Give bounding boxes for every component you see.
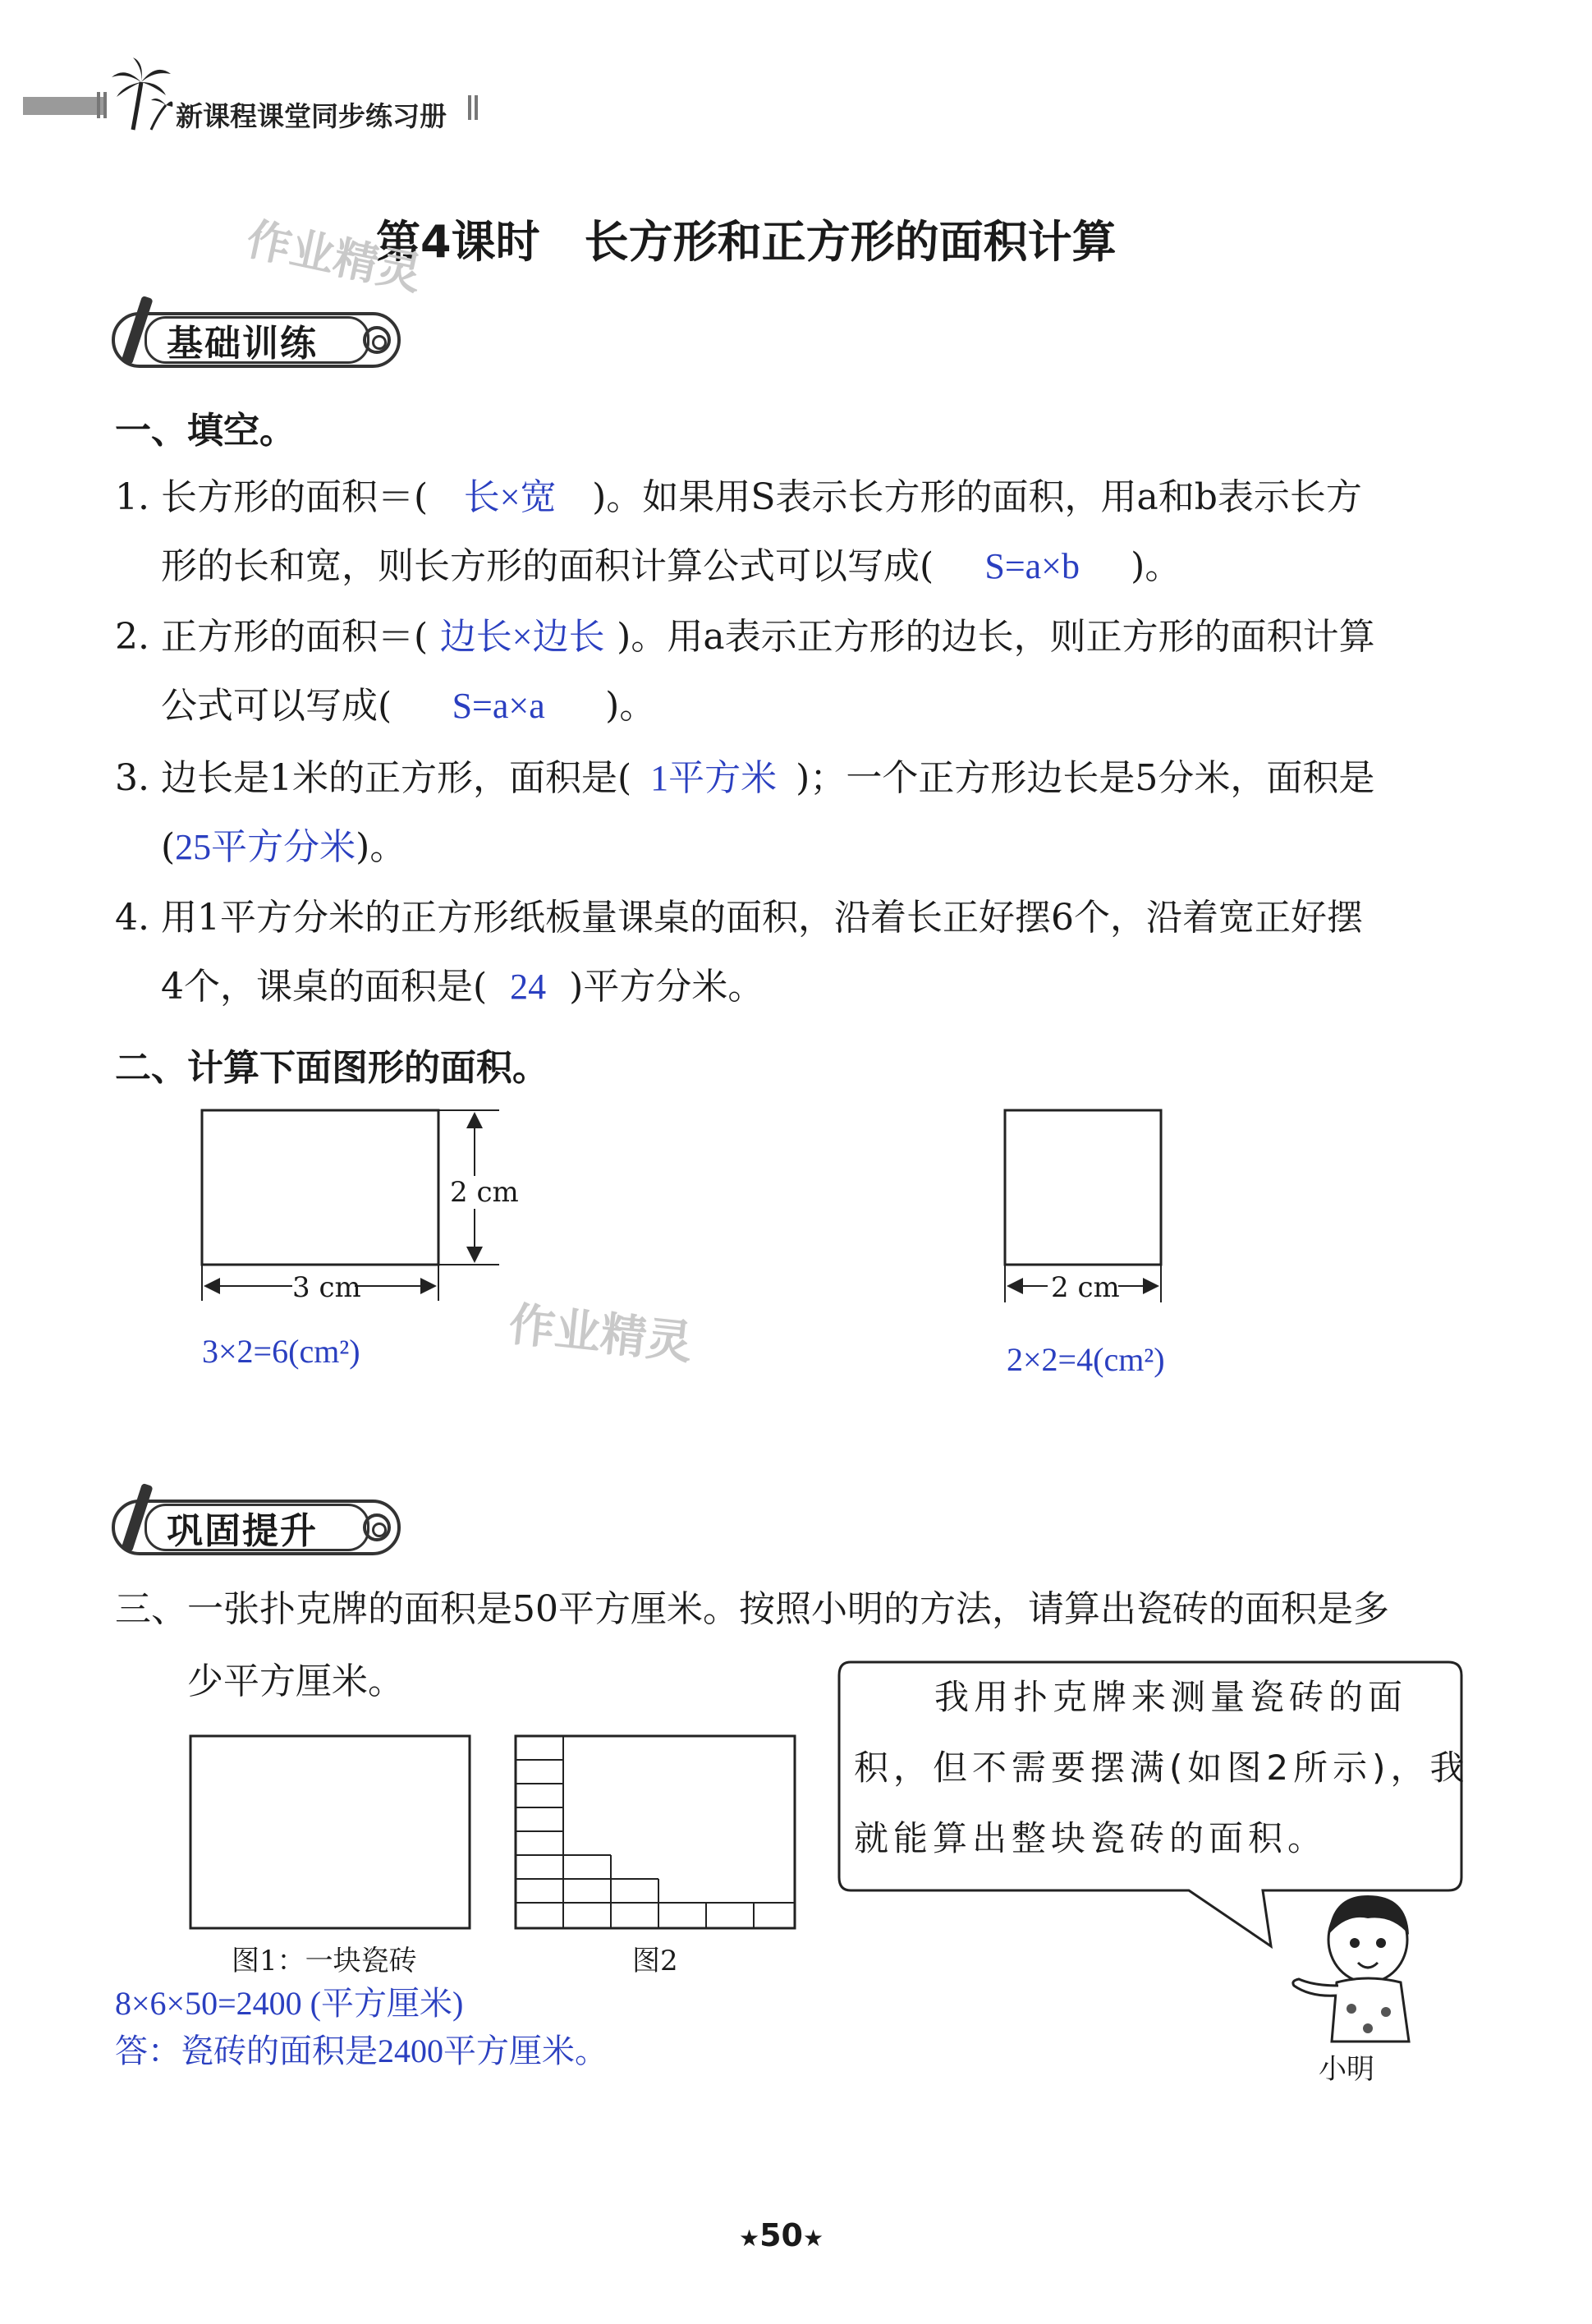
speech-line-1: 我用扑克牌来测量瓷砖的面	[934, 1677, 1408, 1717]
figure-1-tile	[187, 1733, 476, 1936]
q1-text: )。	[1131, 545, 1181, 587]
q2-text: )。用a表示正方形的边长，则正方形的面积计算	[617, 616, 1375, 658]
part3-line1: 三、一张扑克牌的面积是50平方厘米。按照小明的方法，请算出瓷砖的面积是多	[115, 1588, 1389, 1630]
part3-answer-calc: 8×6×50=2400 (平方厘米)	[115, 1985, 464, 2022]
section-badge-basic	[112, 312, 401, 368]
q4-text: )平方分米。	[569, 966, 764, 1008]
part3-line2: 少平方厘米。	[187, 1660, 404, 1702]
question-3	[115, 754, 149, 803]
star-icon: ★	[803, 2225, 824, 2252]
square-answer: 2×2=4(cm²)	[1007, 1341, 1165, 1378]
q3-line1	[161, 754, 1374, 803]
book-title: 新课程课堂同步练习册	[176, 100, 447, 132]
question-number: 4.	[115, 897, 149, 939]
star-icon: ★	[739, 2225, 760, 2252]
q3-text: (	[161, 826, 176, 868]
q2-line2	[161, 682, 655, 731]
character-name: 小明	[1319, 2053, 1374, 2086]
question-1	[115, 473, 149, 522]
header-divider	[468, 95, 471, 120]
section-badge-consolidate	[112, 1500, 401, 1555]
figure-2-tile	[512, 1733, 801, 1936]
answer: 24	[510, 967, 547, 1007]
watermark: 作业精灵	[241, 213, 427, 301]
part2-heading: 二、计算下面图形的面积。	[115, 1047, 548, 1089]
ring-icon	[363, 1513, 391, 1541]
part3-answer-text: 答：瓷砖的面积是2400平方厘米。	[115, 2032, 608, 2069]
figure-1-caption: 图1：一块瓷砖	[232, 1945, 417, 1977]
q2-line1	[161, 613, 1375, 662]
question-4	[115, 893, 149, 943]
lesson-title: 第4课时 长方形和正方形的面积计算	[376, 216, 1117, 268]
answer: 长×宽	[463, 477, 557, 517]
question-number: 2.	[115, 616, 149, 658]
q3-text: )；一个正方形边长是5分米，面积是	[796, 757, 1375, 799]
q1-text: 形的长和宽，则长方形的面积计算公式可以写成(	[161, 545, 934, 587]
q1-line2	[161, 542, 1181, 591]
q2-text: 正方形的面积＝(	[161, 616, 429, 658]
section-label: 基础训练	[145, 316, 369, 364]
q4-text: 4个，课桌的面积是(	[161, 966, 488, 1008]
watermark: 作业精灵	[506, 1297, 695, 1371]
header-divider	[103, 92, 107, 118]
part1-heading: 一、填空。	[115, 410, 296, 452]
q1-text: )。如果用S表示长方形的面积，用a和b表示长方	[592, 476, 1362, 518]
rect-height-label: 2 cm	[450, 1176, 519, 1209]
answer: S=a×a	[452, 686, 545, 726]
q3-text: 边长是1米的正方形，面积是(	[161, 757, 632, 799]
question-number: 1.	[115, 476, 149, 518]
palm-tree-icon	[108, 57, 174, 131]
ring-icon	[363, 326, 391, 354]
speech-line-3: 就能算出整块瓷砖的面积。	[854, 1818, 1328, 1858]
section-label: 巩固提升	[145, 1504, 369, 1551]
question-2	[115, 613, 149, 662]
q3-line2	[161, 823, 406, 872]
q2-text: )。	[605, 685, 656, 727]
figure-2-caption: 图2	[632, 1945, 678, 1977]
page-number-value: 50	[759, 2217, 803, 2253]
header-bar	[23, 97, 105, 115]
q4-line1: 用1平方分米的正方形纸板量课桌的面积，沿着长正好摆6个，沿着宽正好摆	[161, 897, 1363, 939]
answer: 边长×边长	[439, 617, 605, 657]
speech-line-2: 积，但不需要摆满(如图2所示)，我	[854, 1748, 1470, 1788]
rect-width-label: 3 cm	[292, 1271, 361, 1304]
question-number: 3.	[115, 757, 149, 799]
q4-line2	[161, 962, 764, 1012]
answer: 1平方米	[650, 758, 778, 798]
answer: 25平方分米	[175, 827, 356, 867]
page-number	[739, 2217, 824, 2253]
q1-text: 长方形的面积＝(	[161, 476, 429, 518]
answer: S=a×b	[984, 546, 1080, 586]
q3-text: )。	[356, 826, 406, 868]
q2-text: 公式可以写成(	[161, 685, 392, 727]
q1-line1	[161, 473, 1362, 522]
character-xiaoming-avatar	[1286, 1889, 1434, 2045]
header-divider	[475, 95, 478, 120]
square-side-label: 2 cm	[1051, 1271, 1120, 1304]
header-divider	[97, 92, 100, 118]
rect-answer: 3×2=6(cm²)	[202, 1333, 360, 1370]
